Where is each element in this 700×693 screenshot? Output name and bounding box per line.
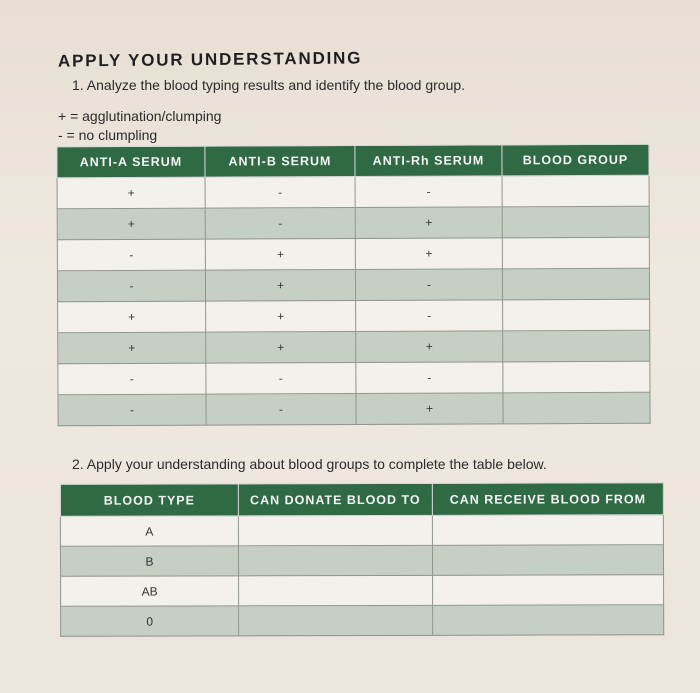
cell-blood-group-answer[interactable] — [503, 299, 650, 331]
header-can-donate: CAN DONATE BLOOD TO — [238, 483, 432, 516]
table-row — [57, 268, 649, 302]
legend — [58, 107, 221, 145]
cell-blood-type: B — [60, 546, 238, 576]
table-row — [58, 392, 650, 426]
table-header-row — [57, 144, 649, 178]
table-row — [61, 575, 664, 607]
cell-anti-b: - — [206, 362, 356, 394]
cell-anti-b: - — [205, 207, 355, 239]
table-row — [57, 237, 649, 271]
table-row — [58, 330, 650, 364]
cell-anti-b: + — [206, 300, 356, 332]
cell-can-donate-answer[interactable] — [238, 515, 432, 546]
cell-anti-rh: + — [356, 393, 503, 425]
cell-anti-a: + — [58, 332, 206, 364]
cell-anti-a: - — [57, 239, 205, 271]
cell-anti-a: - — [57, 270, 205, 302]
cell-blood-group-answer[interactable] — [502, 206, 649, 238]
cell-blood-group-answer[interactable] — [503, 361, 650, 393]
section-title: APPLY YOUR UNDERSTANDING — [57, 48, 363, 71]
question-2: 2. Apply your understanding about blood groups to complete the table below. — [72, 456, 547, 472]
legend-plus: + = agglutination/clumping — [58, 108, 222, 124]
cell-can-receive-answer[interactable] — [432, 545, 663, 576]
cell-anti-a: - — [58, 394, 206, 426]
blood-donation-table — [60, 482, 664, 637]
cell-anti-a: + — [57, 177, 205, 209]
cell-anti-b: - — [206, 393, 356, 425]
table-header-row — [60, 483, 663, 517]
cell-anti-b: + — [205, 238, 355, 270]
header-anti-rh: ANTI-Rh SERUM — [355, 145, 502, 177]
cell-anti-rh: + — [355, 207, 502, 239]
cell-can-receive-answer[interactable] — [432, 515, 663, 546]
cell-blood-group-answer[interactable] — [503, 392, 650, 424]
cell-anti-rh: - — [356, 300, 503, 332]
cell-anti-a: + — [57, 208, 205, 240]
table-row — [58, 361, 650, 395]
cell-can-donate-answer[interactable] — [239, 575, 433, 606]
table-row — [60, 515, 663, 547]
cell-blood-type: AB — [61, 576, 239, 606]
cell-can-donate-answer[interactable] — [239, 605, 433, 636]
question-1: 1. Analyze the blood typing results and identify the blood group. — [72, 77, 466, 93]
cell-anti-rh: - — [355, 176, 502, 208]
cell-anti-b: + — [206, 331, 356, 363]
cell-anti-a: - — [58, 363, 206, 395]
cell-anti-rh: + — [355, 238, 502, 270]
header-blood-group: BLOOD GROUP — [502, 144, 649, 176]
cell-anti-a: + — [58, 301, 206, 333]
cell-blood-type: 0 — [61, 606, 239, 636]
legend-minus: - = no clumpling — [58, 127, 158, 143]
cell-anti-b: - — [205, 176, 355, 208]
table-row — [60, 545, 663, 577]
cell-blood-group-answer[interactable] — [502, 268, 649, 300]
cell-can-donate-answer[interactable] — [238, 545, 432, 576]
cell-can-receive-answer[interactable] — [433, 605, 664, 636]
cell-blood-group-answer[interactable] — [503, 330, 650, 362]
header-blood-type: BLOOD TYPE — [60, 484, 238, 516]
cell-blood-group-answer[interactable] — [502, 237, 649, 269]
blood-typing-table — [56, 144, 650, 427]
cell-anti-rh: - — [355, 269, 502, 301]
header-anti-b: ANTI-B SERUM — [205, 145, 355, 177]
table-row — [57, 175, 649, 209]
table-row — [58, 299, 650, 333]
cell-anti-b: + — [205, 269, 355, 301]
cell-blood-type: A — [60, 516, 238, 546]
table-row — [57, 206, 649, 240]
header-can-receive: CAN RECEIVE BLOOD FROM — [432, 483, 663, 516]
table-row — [61, 605, 664, 637]
cell-can-receive-answer[interactable] — [433, 575, 664, 606]
cell-anti-rh: - — [356, 362, 503, 394]
cell-blood-group-answer[interactable] — [502, 175, 649, 207]
cell-anti-rh: + — [356, 331, 503, 363]
header-anti-a: ANTI-A SERUM — [57, 146, 205, 178]
